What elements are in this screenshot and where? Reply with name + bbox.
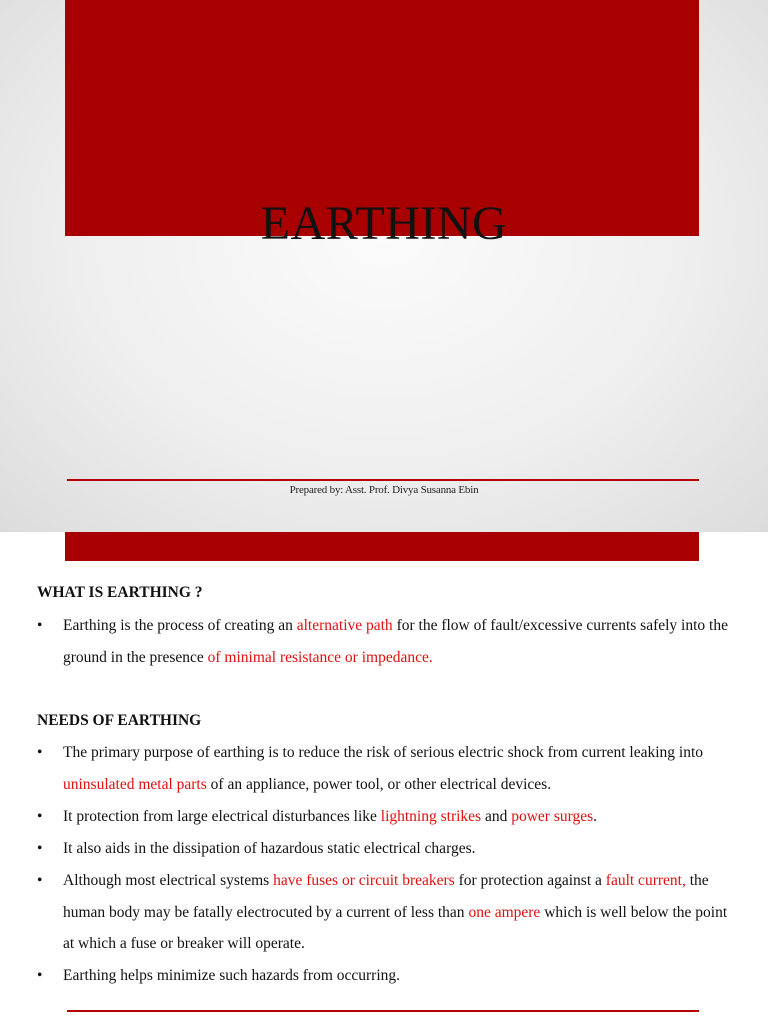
text-run: It protection from large electrical disturbances like bbox=[63, 808, 381, 825]
text-run: Earthing helps minimize such hazards from occurring. bbox=[63, 967, 401, 984]
bullet-definition bbox=[37, 610, 737, 673]
bullet-icon: • bbox=[37, 744, 43, 761]
text-run: which is well below the point at which a fuse or breaker will operate. bbox=[63, 903, 728, 952]
bullet-text bbox=[37, 801, 737, 833]
heading-needs-of-earthing: NEEDS OF EARTHING bbox=[37, 712, 202, 729]
bullet-static-charges bbox=[37, 833, 737, 865]
content-divider-line bbox=[67, 1010, 699, 1012]
text-run: and bbox=[481, 808, 512, 825]
text-run: Earthing is the process of creating an bbox=[63, 617, 297, 634]
text-run: Although most electrical systems bbox=[63, 872, 274, 889]
highlight-run: of minimal resistance or impedance. bbox=[207, 648, 433, 666]
title-divider-line bbox=[67, 479, 699, 481]
bullet-icon: • bbox=[37, 840, 43, 857]
highlight-run: uninsulated metal parts bbox=[63, 775, 207, 793]
bullet-text bbox=[37, 737, 737, 800]
bullet-icon: • bbox=[37, 808, 43, 825]
text-run: The primary purpose of earthing is to reduce the risk of serious electric shock from current leaking into bbox=[63, 744, 704, 761]
bullet-primary-purpose bbox=[37, 737, 737, 800]
text-run: the human body may be fatally electrocuted by a current of less than bbox=[63, 872, 709, 921]
text-run: of an appliance, power tool, or other electrical devices. bbox=[206, 775, 552, 793]
text-run: It also aids in the dissipation of hazardous static electrical charges. bbox=[63, 840, 476, 857]
highlight-run: lightning strikes bbox=[380, 808, 482, 825]
highlight-run: power surges bbox=[511, 808, 594, 825]
content-red-banner bbox=[65, 532, 699, 561]
content-slide bbox=[0, 532, 768, 1024]
bullet-text bbox=[37, 610, 737, 673]
bullet-disturbances bbox=[37, 801, 737, 833]
bullet-fuses bbox=[37, 865, 737, 960]
text-run: for the flow of fault/excessive currents safely into the ground in the presence bbox=[63, 617, 728, 666]
heading-what-is-earthing: WHAT IS EARTHING ? bbox=[37, 584, 203, 601]
highlight-run: fault current, bbox=[605, 872, 686, 889]
highlight-run: alternative path bbox=[296, 617, 393, 634]
highlight-run: one ampere bbox=[468, 903, 541, 921]
text-run: . bbox=[593, 808, 598, 825]
slide-title: EARTHING bbox=[260, 197, 508, 250]
author-credit: Prepared by: Asst. Prof. Divya Susanna Ebin bbox=[289, 484, 479, 496]
bullet-icon: • bbox=[37, 872, 43, 889]
text-run: for protection against a bbox=[454, 872, 606, 889]
bullet-text bbox=[37, 865, 737, 960]
bullet-text bbox=[37, 833, 737, 865]
highlight-run: have fuses or circuit breakers bbox=[273, 872, 455, 889]
bullet-minimize-hazards bbox=[37, 960, 737, 992]
bullet-icon: • bbox=[37, 967, 43, 984]
bullet-text bbox=[37, 960, 737, 992]
bullet-icon: • bbox=[37, 617, 43, 634]
